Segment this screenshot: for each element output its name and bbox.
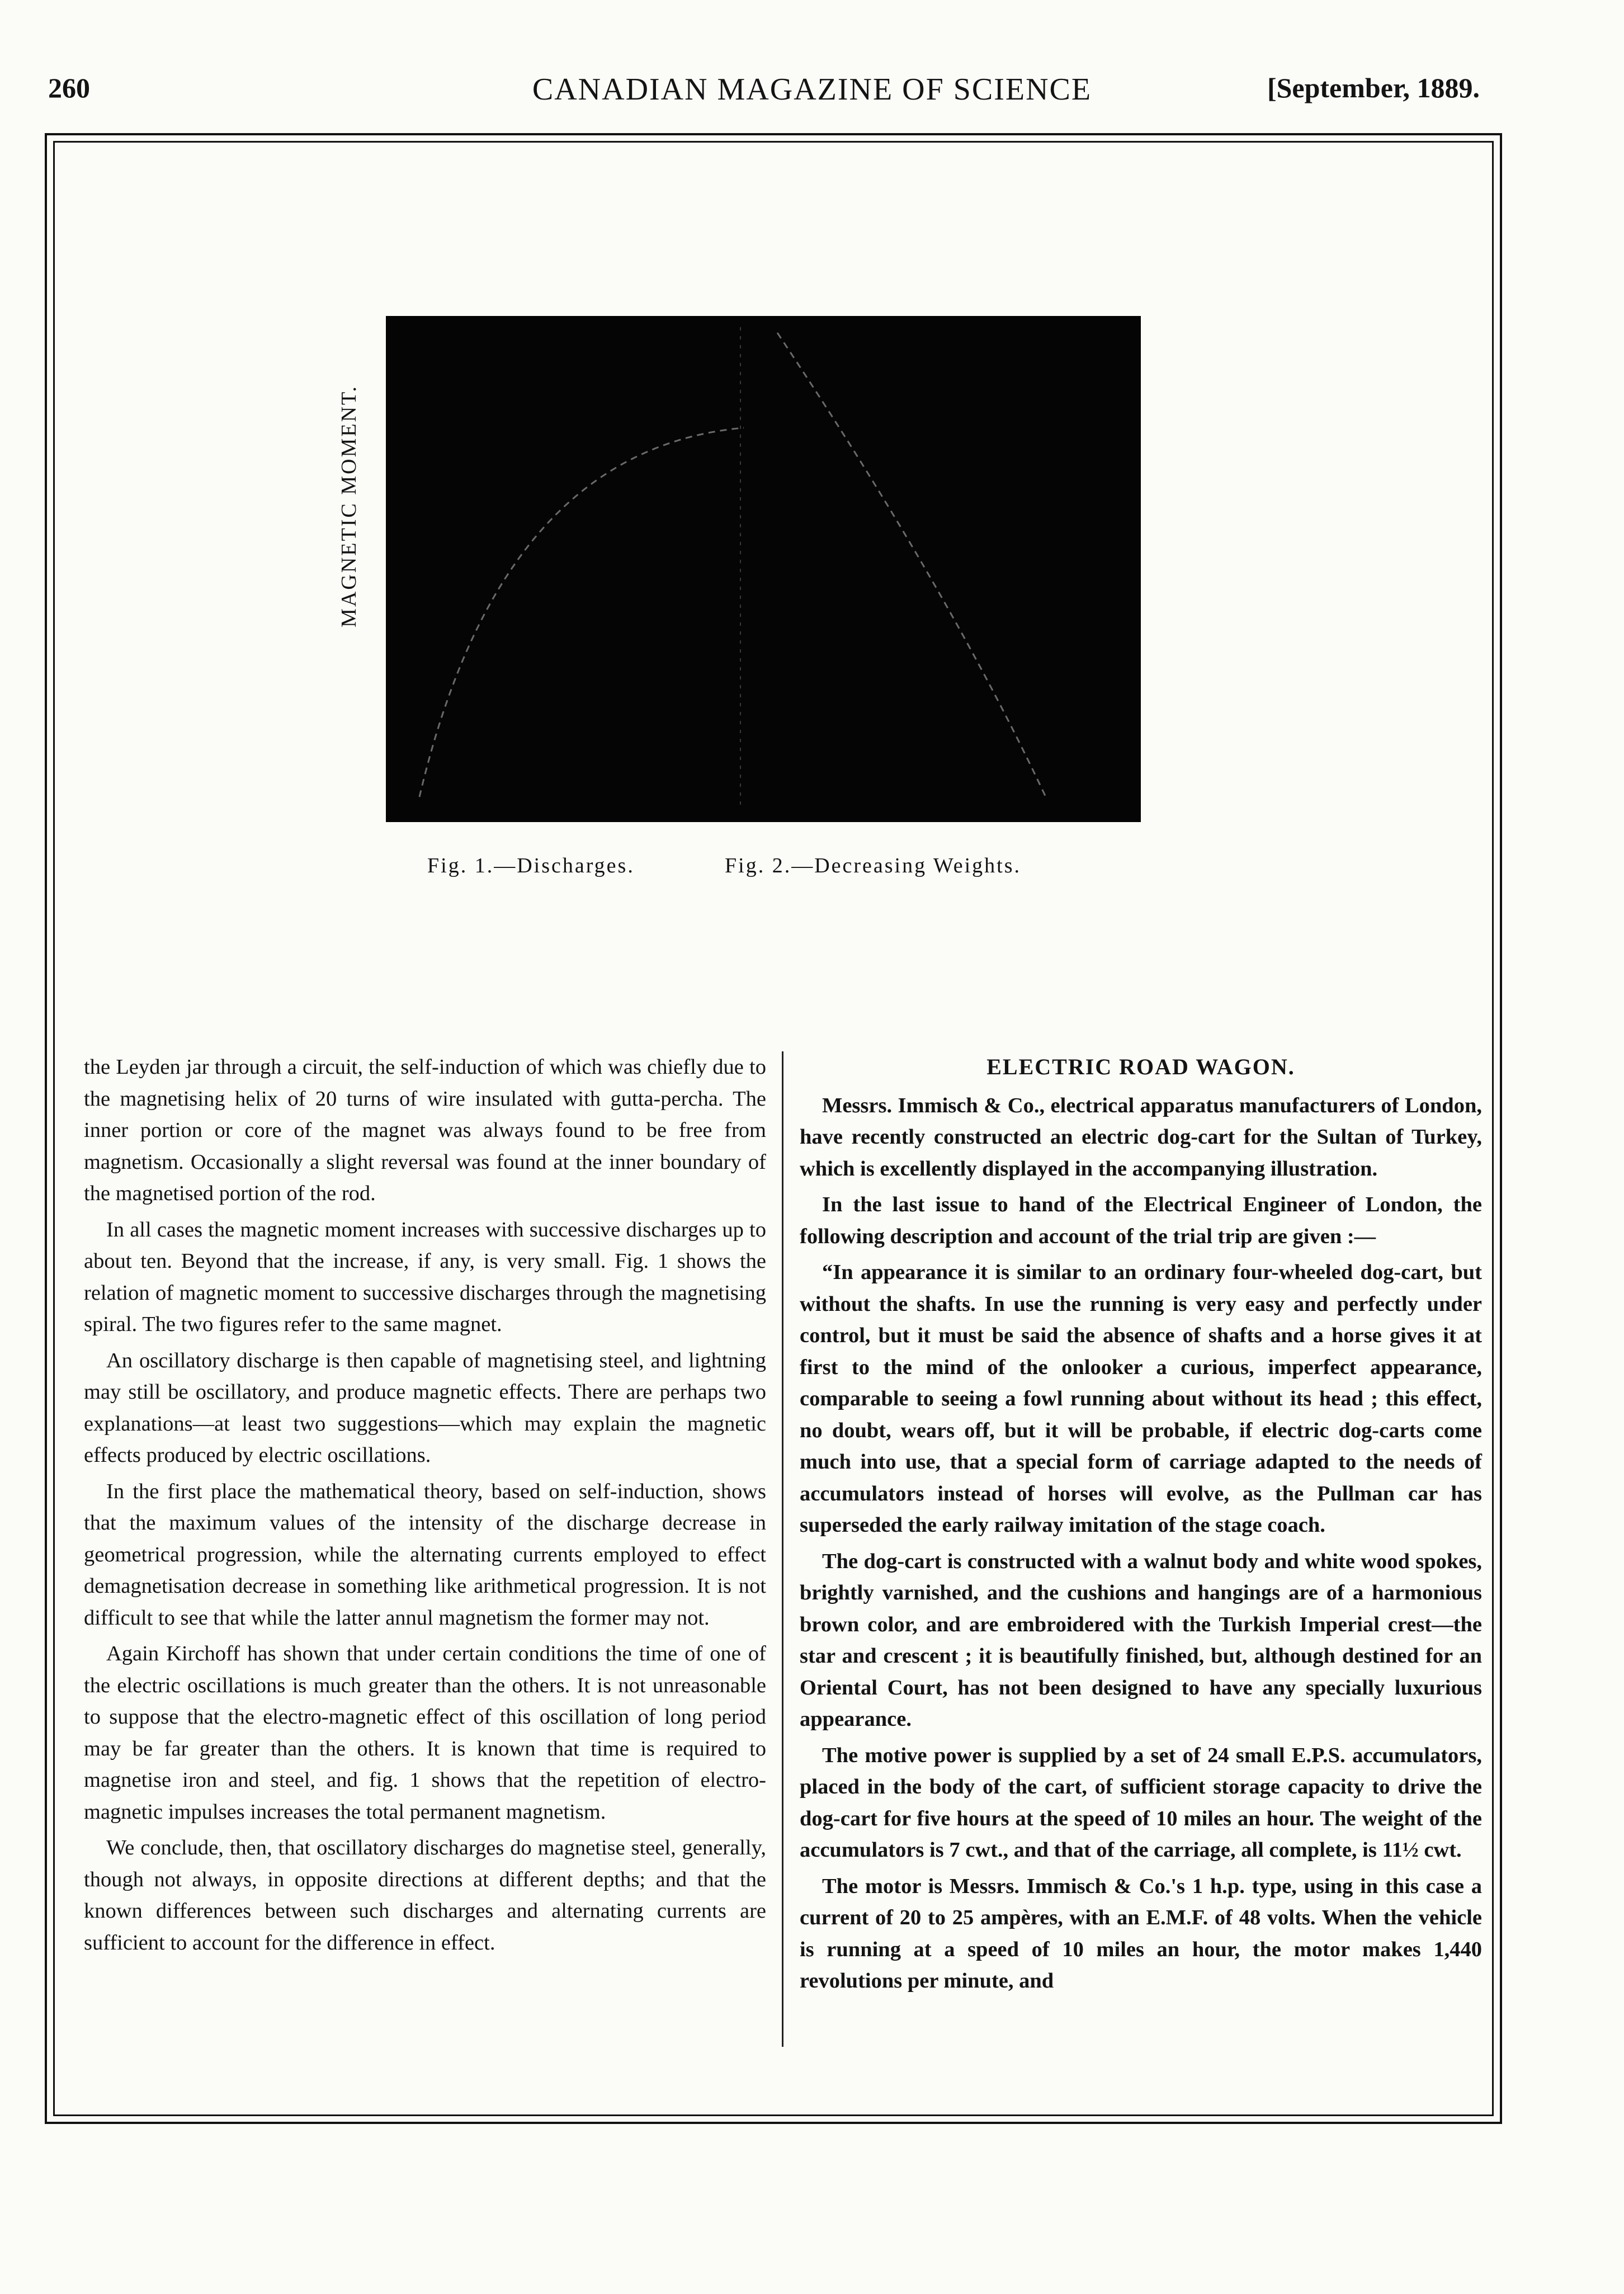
page-number: 260 bbox=[48, 72, 90, 103]
column-rule bbox=[782, 1051, 783, 2047]
left-paragraph-1: the Leyden jar through a circuit, the self-induction of which was chiefly due to the magnetising helix of 20 turns of wire insulated with gutta-percha. The inner portion or core of the magnet was always found to be free from magnetism. Occasionally a slight reversal was found at the inner boundary of the magnetised portion of the rod. bbox=[84, 1055, 766, 1205]
right-paragraph-4: The dog-cart is constructed with a walnut body and white wood spokes, brightly varnished, and the cushions and hangings are of a harmonious brown color, and are embroidered with the Turkish Imperial crest—the star and crescent ; it is beautifully finished, but, although destined for an Oriental Court, has not been designed to have any specially luxurious appearance. bbox=[800, 1549, 1482, 1731]
right-paragraph-3: “In appearance it is similar to an ordinary four-wheeled dog-cart, but without the shafts. In use the running is very easy and perfectly under control, but it must be said the absence of shafts and a horse gives it at first to the mind of the onlooker a curious, imperfect appearance, comparable to seeing a fowl running about without its head ; this effect, no doubt, wears off, but it will be probable, if electric dog-carts come much into use, that a special form of carriage adapted to the needs of accumulators instead of horses will evolve, as the Pullman car has superseded the early railway imitation of the stage coach. bbox=[800, 1261, 1482, 1537]
left-paragraph-5: Again Kirchoff has shown that under certain conditions the time of one of the electric oscillations is much greater than the others. It is not unreasonable to suppose that the electro-magnetic effect of this oscillation of long period may be far greater than the others. It is known that time is required to magnetise iron and steel, and fig. 1 shows that the repetition of electro-magnetic impulses increases the total permanent magnetism. bbox=[84, 1642, 766, 1824]
issue-date: [September, 1889. bbox=[1267, 72, 1480, 103]
figure-plot bbox=[386, 316, 1141, 822]
left-paragraph-2: In all cases the magnetic moment increases with successive discharges up to about ten. Beyond that the increase, if any, is very small. Fig. 1 shows the relation of magnetic moment to successive discharges through the magnetising spiral. The two figures refer to the same magnet. bbox=[84, 1217, 766, 1336]
figure-dark-plate bbox=[386, 316, 1141, 822]
left-paragraph-3: An oscillatory discharge is then capable of magnetising steel, and lightning may still be oscillatory, and produce magnetic effects. There are perhaps two explanations—at least two suggestions—which may explain the magnetic effects produced by electric oscillations. bbox=[84, 1348, 766, 1467]
figure-y-axis-label: MAGNETIC MOMENT. bbox=[337, 385, 361, 627]
right-paragraph-6: The motor is Messrs. Immisch & Co.'s 1 h.p. type, using in this case a current of 20 to 25 ampères, with an E.M.F. of 48 volts. When the vehicle is running at a speed of 10 miles an hour, the motor makes 1,440 revolutions per minute, and bbox=[800, 1874, 1482, 1993]
left-paragraph-6: We conclude, then, that oscillatory discharges do magnetise steel, generally, though not always, in opposite directions at different depths; and that the known differences between such discharges and alternating currents are sufficient to account for the difference in effect. bbox=[84, 1836, 766, 1955]
right-paragraph-2: In the last issue to hand of the Electrical Engineer of London, the following description and account of the trial trip are given :— bbox=[800, 1193, 1482, 1248]
figure-1-caption: Fig. 1.—Discharges. bbox=[427, 854, 635, 877]
running-title: CANADIAN MAGAZINE OF SCIENCE bbox=[532, 72, 1092, 107]
article-heading: ELECTRIC ROAD WAGON. bbox=[986, 1054, 1295, 1079]
right-column bbox=[800, 1051, 1482, 2002]
left-column bbox=[84, 1051, 766, 1963]
left-paragraph-4: In the first place the mathematical theory, based on self-induction, shows that the maximum values of the intensity of the discharge decrease in geometrical progression, while the alternating currents employed to effect demagnetisation decrease in something like arithmetical progression. It is not difficult to see that while the latter annul magnetism the former may not. bbox=[84, 1479, 766, 1630]
right-paragraph-1: Messrs. Immisch & Co., electrical apparatus manufacturers of London, have recently constructed an electric dog-cart for the Sultan of Turkey, which is excellently displayed in the accompanying illustration. bbox=[800, 1093, 1482, 1181]
figure-2-caption: Fig. 2.—Decreasing Weights. bbox=[725, 854, 1022, 877]
right-paragraph-5: The motive power is supplied by a set of 24 small E.P.S. accumulators, placed in the body of the cart, of sufficient storage capacity to drive the dog-cart for five hours at the speed of 10 miles an hour. The weight of the accumulators is 7 cwt., and that of the carriage, all complete, is 11½ cwt. bbox=[800, 1743, 1482, 1862]
